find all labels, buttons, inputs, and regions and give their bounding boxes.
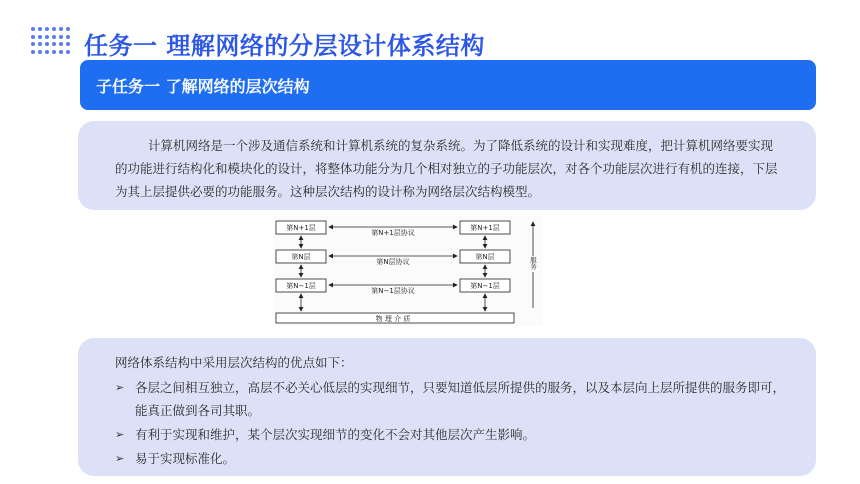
svg-text:物 理 介 质: 物 理 介 质 bbox=[375, 315, 411, 323]
list-item bbox=[115, 376, 795, 422]
vertical-arrows bbox=[301, 236, 485, 311]
chevron-bullet-icon: ➢ bbox=[115, 452, 125, 465]
layer-model-diagram bbox=[273, 216, 543, 326]
svg-text:第N+1层: 第N+1层 bbox=[470, 224, 500, 232]
intro-card bbox=[78, 121, 816, 210]
list-item-text: 各层之间相互独立，高层不必关心低层的实现细节，只要知道低层所提供的服务，以及本层向上层所提供的服务即可，能真正做到各司其职。 bbox=[135, 380, 786, 418]
right-layer-mid-box bbox=[460, 250, 510, 263]
intro-paragraph: 计算机网络是一个涉及通信系统和计算机系统的复杂系统。为了降低系统的设计和实现难度，把计算机网络要实现的功能进行结构化和模块化的设计，将整体功能分为几个相对独立的子功能层次，对各个功能层次进行有机的连接，下层为其上层提供必要的功能服务。这种层次结构的设计称为网络层次结构模型。 bbox=[115, 138, 778, 199]
left-layer-mid-box bbox=[276, 250, 326, 263]
physical-medium-box bbox=[276, 313, 514, 323]
svg-text:第N层: 第N层 bbox=[475, 253, 495, 261]
chevron-bullet-icon: ➢ bbox=[115, 428, 125, 441]
svg-text:第N−1层协议: 第N−1层协议 bbox=[371, 287, 415, 295]
protocol-arrow-top bbox=[329, 227, 457, 237]
list-item-text: 易于实现标准化。 bbox=[135, 451, 236, 466]
svg-text:服务: 服务 bbox=[529, 256, 537, 270]
svg-text:第N+1层: 第N+1层 bbox=[286, 224, 316, 232]
list-item bbox=[115, 447, 795, 470]
list-item bbox=[115, 423, 795, 446]
left-layer-top-box bbox=[276, 221, 326, 234]
subtask-title: 子任务一 了解网络的层次结构 bbox=[96, 77, 310, 96]
advantages-card bbox=[78, 338, 816, 476]
svg-text:第N−1层: 第N−1层 bbox=[470, 282, 500, 290]
svg-text:第N层: 第N层 bbox=[291, 253, 311, 261]
right-layer-bot-box bbox=[460, 279, 510, 292]
subtask-banner bbox=[80, 60, 816, 110]
service-arrow bbox=[525, 222, 541, 308]
list-item-text: 有利于实现和维护，某个层次实现细节的变化不会对其他层次产生影响。 bbox=[135, 427, 536, 442]
left-layer-bot-box bbox=[276, 279, 326, 292]
svg-text:第N−1层: 第N−1层 bbox=[286, 282, 316, 290]
svg-text:第N+1层协议: 第N+1层协议 bbox=[371, 229, 415, 237]
chevron-bullet-icon: ➢ bbox=[115, 381, 125, 394]
svg-text:第N层协议: 第N层协议 bbox=[376, 258, 410, 266]
protocol-arrow-bot bbox=[329, 285, 457, 295]
advantages-title: 网络体系结构中采用层次结构的优点如下： bbox=[115, 355, 353, 370]
decorative-dots-icon bbox=[31, 27, 71, 55]
right-layer-top-box bbox=[460, 221, 510, 234]
protocol-arrow-mid bbox=[329, 256, 457, 266]
page-title: 任务一 理解网络的分层设计体系结构 bbox=[84, 32, 485, 60]
advantages-list bbox=[115, 376, 795, 471]
